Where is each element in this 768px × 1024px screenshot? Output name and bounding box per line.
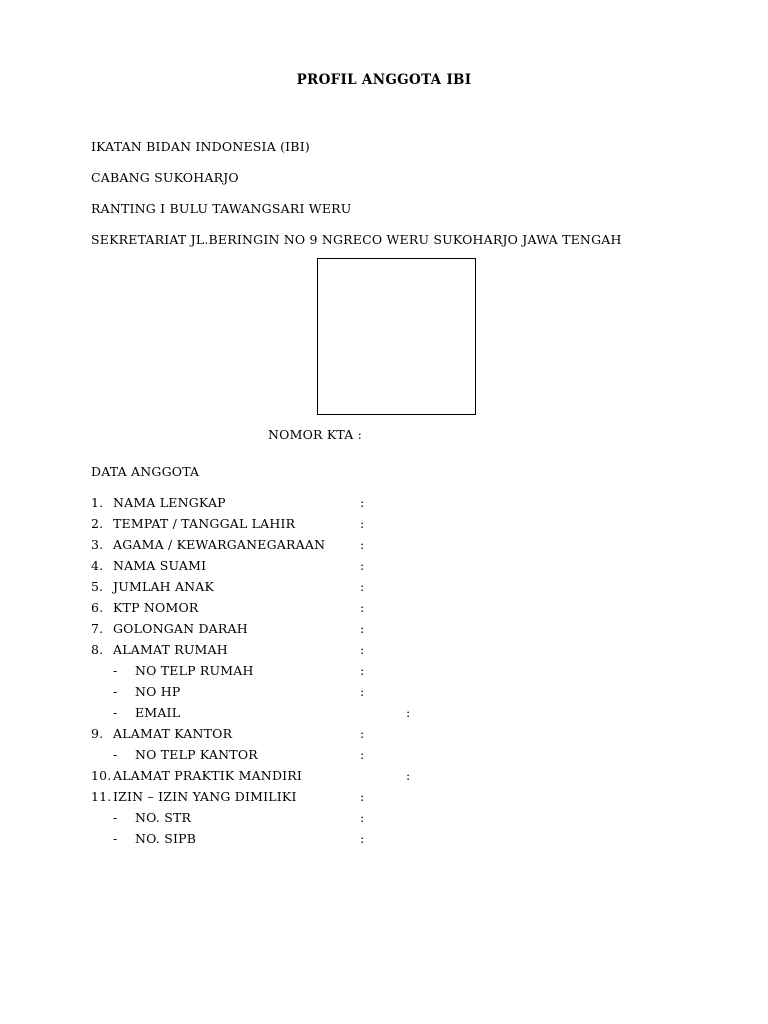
secretariat-address: SEKRETARIAT JL.BERINGIN NO 9 NGRECO WERU SUKOHARJO JAWA TENGAH [91,232,622,247]
form-field-row [0,684,768,704]
form-field-row [0,495,768,515]
field-bullet-dash: - [113,747,118,762]
form-field-row [0,579,768,599]
field-colon: : [360,789,365,804]
form-field-row [0,516,768,536]
form-field-row [0,810,768,830]
form-field-row [0,621,768,641]
field-colon: : [360,579,365,594]
field-label: ALAMAT PRAKTIK MANDIRI [113,768,303,783]
field-number: 10. [91,768,112,783]
section-title: DATA ANGGOTA [91,464,200,479]
form-field-row [0,537,768,557]
kta-number-label: NOMOR KTA : [268,427,363,442]
field-label: AGAMA / KEWARGANEGARAAN [113,537,326,552]
field-number: 4. [91,558,104,573]
field-number: 5. [91,579,104,594]
field-colon: : [360,663,365,678]
field-label: NO HP [135,684,181,699]
form-field-row [0,663,768,683]
form-field-row [0,558,768,578]
field-bullet-dash: - [113,663,118,678]
sub-branch-name: RANTING I BULU TAWANGSARI WERU [91,201,352,216]
form-field-row [0,642,768,662]
document-title: PROFIL ANGGOTA IBI [296,72,472,88]
field-number: 6. [91,600,104,615]
field-colon: : [360,642,365,657]
form-field-row [0,600,768,620]
form-field-row [0,768,768,788]
form-field-row [0,789,768,809]
organization-name: IKATAN BIDAN INDONESIA (IBI) [91,139,310,154]
field-colon: : [360,726,365,741]
field-label: NO TELP KANTOR [135,747,258,762]
form-field-row [0,747,768,767]
field-label: NO. SIPB [135,831,197,846]
field-label: TEMPAT / TANGGAL LAHIR [113,516,296,531]
field-label: ALAMAT KANTOR [113,726,233,741]
field-colon: : [406,768,411,783]
field-colon: : [360,747,365,762]
field-bullet-dash: - [113,810,118,825]
photo-placeholder-box [317,258,476,415]
field-number: 11. [91,789,112,804]
field-colon: : [360,831,365,846]
form-field-row [0,831,768,851]
form-field-row [0,705,768,725]
field-label: JUMLAH ANAK [113,579,215,594]
field-label: ALAMAT RUMAH [113,642,228,657]
form-field-row [0,726,768,746]
branch-name: CABANG SUKOHARJO [91,170,239,185]
field-number: 3. [91,537,104,552]
field-colon: : [406,705,411,720]
field-bullet-dash: - [113,831,118,846]
field-label: KTP NOMOR [113,600,199,615]
field-label: NAMA SUAMI [113,558,207,573]
field-colon: : [360,537,365,552]
field-colon: : [360,810,365,825]
field-bullet-dash: - [113,705,118,720]
field-number: 1. [91,495,104,510]
field-label: NAMA LENGKAP [113,495,226,510]
field-colon: : [360,600,365,615]
field-colon: : [360,495,365,510]
field-label: GOLONGAN DARAH [113,621,248,636]
field-colon: : [360,558,365,573]
field-bullet-dash: - [113,684,118,699]
field-label: NO. STR [135,810,192,825]
field-colon: : [360,684,365,699]
field-label: NO TELP RUMAH [135,663,254,678]
field-number: 8. [91,642,104,657]
field-colon: : [360,621,365,636]
field-label: IZIN – IZIN YANG DIMILIKI [113,789,297,804]
field-number: 7. [91,621,104,636]
field-number: 2. [91,516,104,531]
field-colon: : [360,516,365,531]
field-label: EMAIL [135,705,181,720]
field-number: 9. [91,726,104,741]
